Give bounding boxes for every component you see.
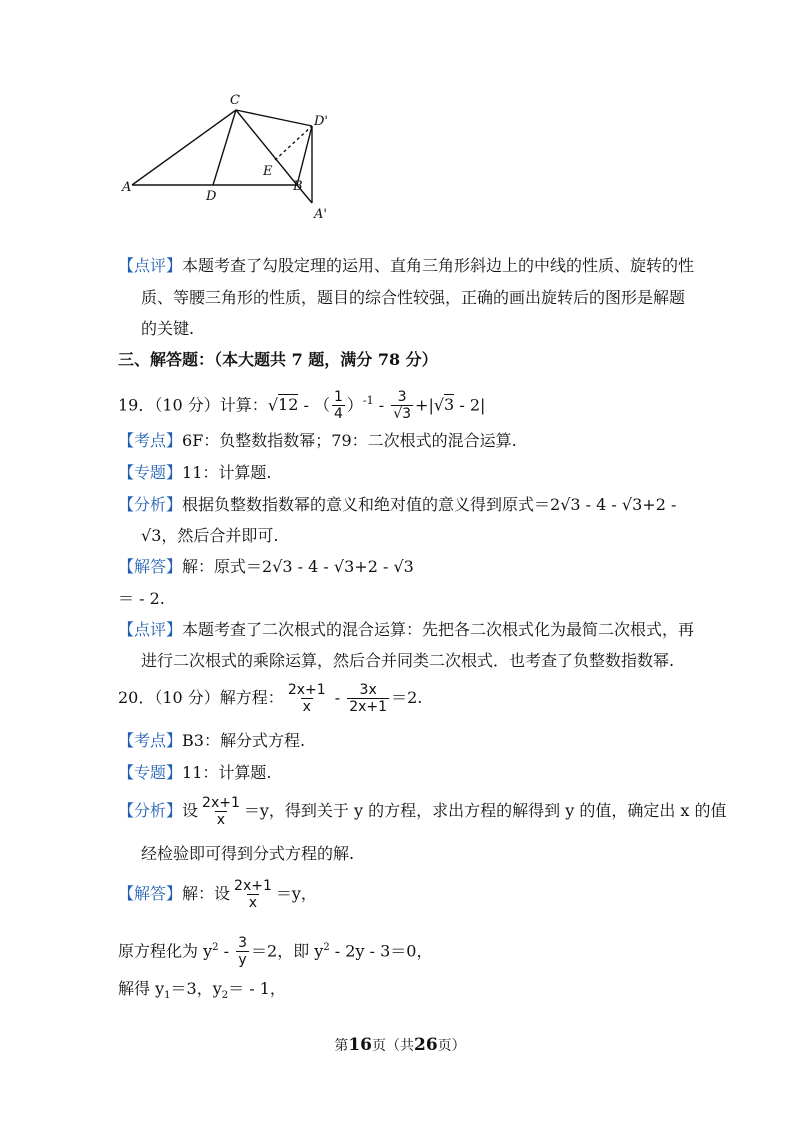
q20-jieda-1: 【解答】解：设 $\frac{2x+1}{x}$ ＝y， xyxy=(118,878,317,911)
label-e: E xyxy=(263,164,273,179)
total-page-number: 26 xyxy=(414,1035,438,1055)
q19-question: 19．（10 分）计算：√12 - （ $\frac{1}{4}$ ）$^{-1}$ - $\frac{3}{√3}$ +|√3 - 2| xyxy=(118,389,486,423)
q20-question: 20．（10 分）解方程： $\frac{2x+1}{x}$ - $\frac{3x}{2x+1}$ ＝2. xyxy=(118,682,423,715)
label-c: C xyxy=(230,93,240,108)
section-title: 三、解答题：（本大题共 7 题，满分 78 分） xyxy=(118,350,438,369)
segment-ac xyxy=(132,110,236,185)
current-page-number: 16 xyxy=(348,1035,372,1055)
q19-dianping-2: 进行二次根式的乘除运算，然后合并同类二次根式．也考查了负整数指数幂. xyxy=(141,651,675,670)
label-b: B xyxy=(293,179,303,194)
q19-fenxi-2: √3，然后合并即可. xyxy=(141,526,279,545)
label-d: D xyxy=(206,189,217,204)
page-footer: 第16页（共26页） xyxy=(334,1035,466,1055)
fraction-one-quarter: $\frac{1}{4}$ xyxy=(333,389,343,423)
review-line-1: 【点评】本题考查了勾股定理的运用、直角三角形斜边上的中线的性质、旋转的性 xyxy=(118,256,695,275)
q19-zhuanti: 【专题】11：计算题. xyxy=(118,463,272,482)
q20-zhuanti: 【专题】11：计算题. xyxy=(118,763,272,782)
segment-cd xyxy=(213,110,236,185)
review-line-3: 的关键. xyxy=(141,319,195,338)
q20-fenxi-1: 【分析】设 $\frac{2x+1}{x}$ ＝y，得到关于 y 的方程，求出方程的解得到 y 的值，确定出 x 的值 xyxy=(118,795,727,828)
q20-jieda-2: 原方程化为 $y^2$ - $\frac{3}{y}$ ＝2，即 $y^2 - 2y - 3=0$， xyxy=(118,935,433,969)
label-a-prime: A' xyxy=(314,207,327,222)
q19-jieda-1: 【解答】解：原式＝2√3 - 4 - √3+2 - √3 xyxy=(118,557,414,576)
q20-fenxi-2: 经检验即可得到分式方程的解. xyxy=(141,844,355,863)
review-tag: 【点评】 xyxy=(118,256,183,275)
fraction-three-over-root3: $\frac{3}{√3}$ xyxy=(393,389,412,423)
q19-dianping-1: 【点评】本题考查了二次根式的混合运算：先把各二次根式化为最简二次根式，再 xyxy=(118,620,695,639)
q19-jieda-2: ＝ - 2. xyxy=(118,589,165,608)
label-a: A xyxy=(122,180,132,195)
q20-kaodian: 【考点】B3：解分式方程. xyxy=(118,731,306,750)
q19-kaodian: 【考点】6F：负整数指数幂；79：二次根式的混合运算. xyxy=(118,431,517,450)
geometry-figure xyxy=(115,90,345,230)
segment-e-d-prime-dashed xyxy=(275,126,312,160)
segment-d-prime-b xyxy=(297,126,312,185)
label-d-prime: D' xyxy=(314,114,328,129)
q19-fenxi-1: 【分析】根据负整数指数幂的意义和绝对值的意义得到原式＝2√3 - 4 - √3+2 - xyxy=(118,495,677,514)
review-line-2: 质、等腰三角形的性质，题目的综合性较强，正确的画出旋转后的图形是解题 xyxy=(141,288,686,307)
sqrt-symbol: √ xyxy=(267,395,279,415)
q20-jieda-3: 解得 $y_1=3$，$y_2= - 1$， xyxy=(118,979,286,1002)
